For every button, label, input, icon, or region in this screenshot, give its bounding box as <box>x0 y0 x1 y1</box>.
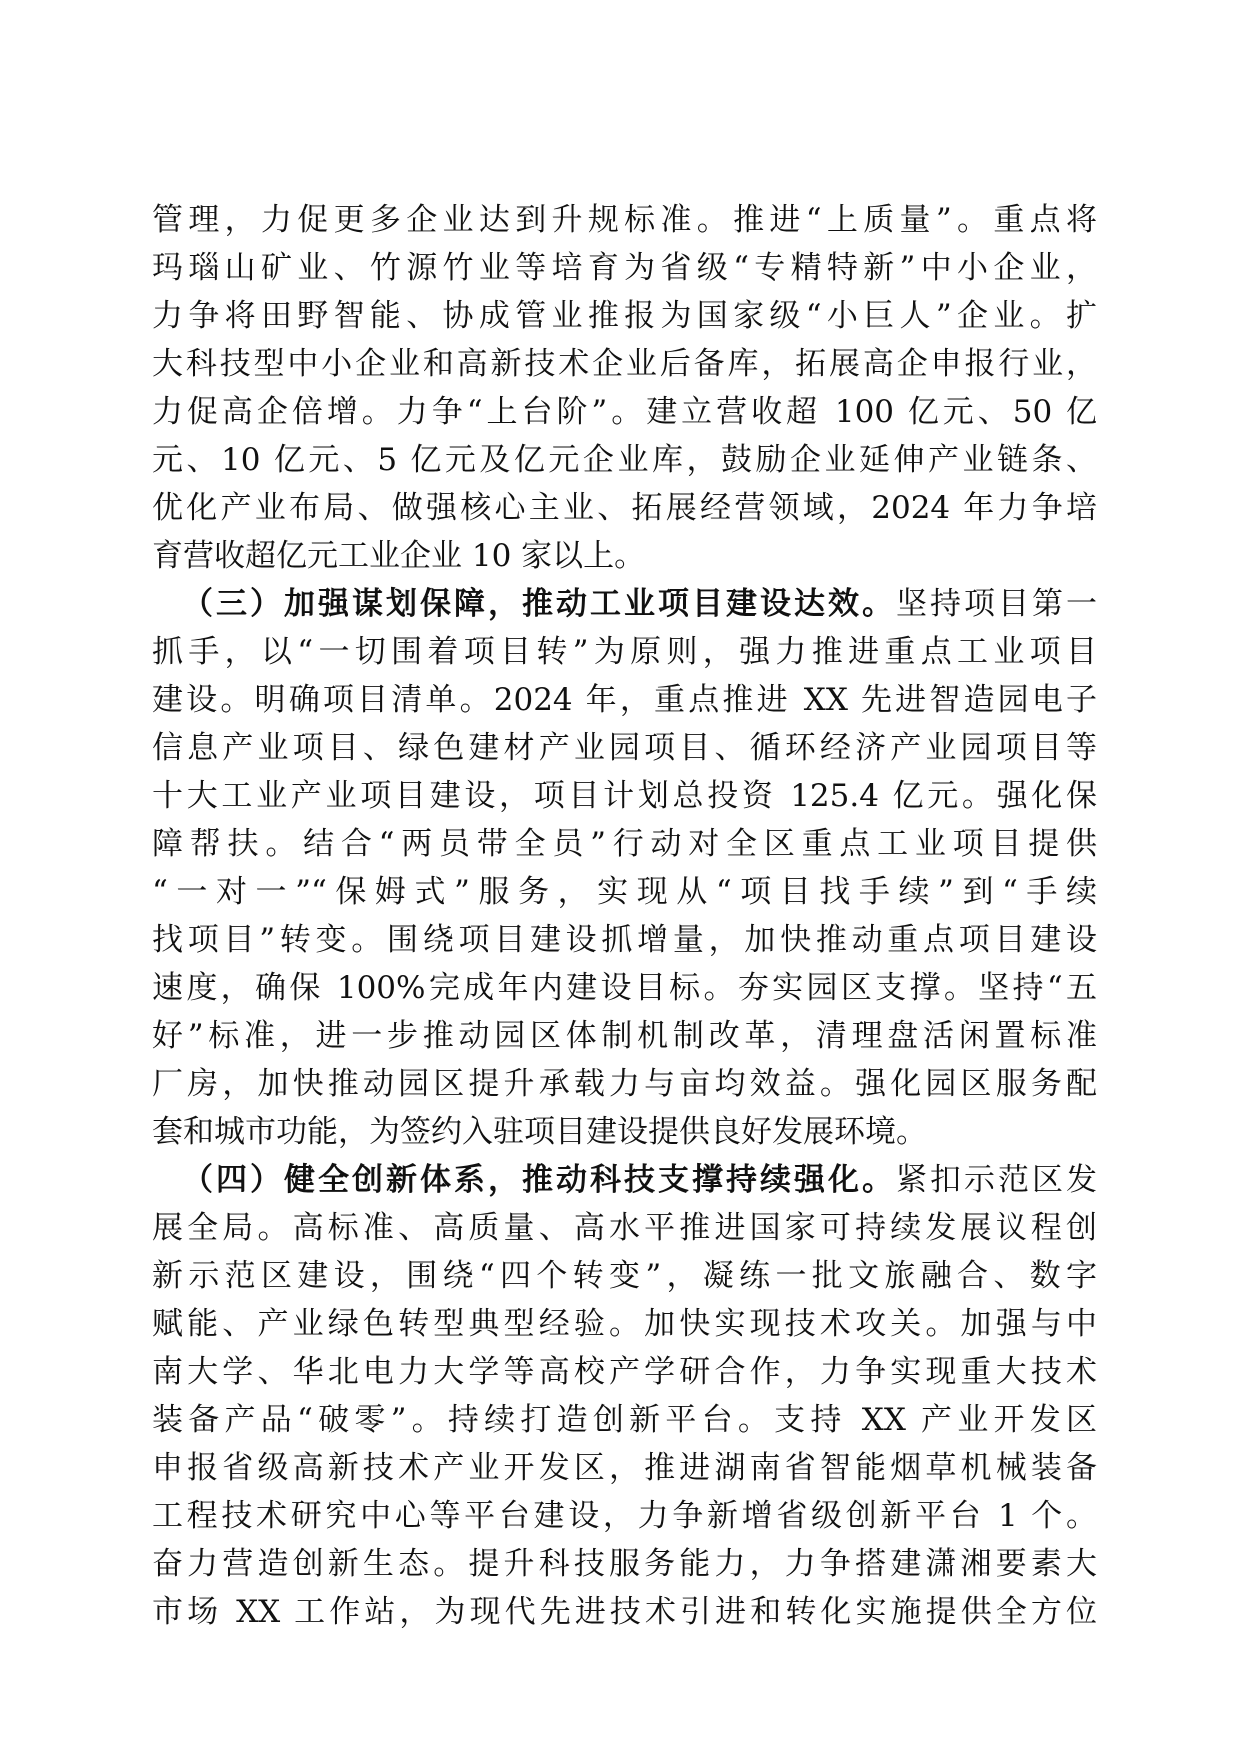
text-line <box>152 1060 1097 1108</box>
text-line <box>152 1252 1097 1300</box>
text-run: 障帮扶。结合“两员带全员”行动对全区重点工业项目提供 <box>152 826 1097 862</box>
text-line <box>152 1444 1097 1492</box>
section-heading-line <box>152 1156 1097 1204</box>
text-line <box>152 1492 1097 1540</box>
text-line <box>152 676 1097 724</box>
text-line <box>152 196 1097 244</box>
text-run: 装备产品“破零”。持续打造创新平台。支持 XX 产业开发区 <box>152 1402 1097 1438</box>
text-run: 展全局。高标准、高质量、高水平推进国家可持续发展议程创 <box>152 1210 1097 1246</box>
text-run: 新示范区建设，围绕“四个转变”，凝练一批文旅融合、数字 <box>152 1258 1097 1294</box>
text-line <box>152 916 1097 964</box>
text-line <box>152 1540 1097 1588</box>
text-line <box>152 820 1097 868</box>
text-run: 十大工业产业项目建设，项目计划总投资 125.4 亿元。强化保 <box>152 778 1097 814</box>
paragraph-2 <box>152 580 1097 1156</box>
text-run: 力促高企倍增。力争“上台阶”。建立营收超 100 亿元、50 亿 <box>152 394 1097 430</box>
text-run: 元、10 亿元、5 亿元及亿元企业库，鼓励企业延伸产业链条、 <box>152 442 1097 478</box>
text-run: 优化产业布局、做强核心主业、拓展经营领域，2024 年力争培 <box>152 490 1097 526</box>
text-line <box>152 1204 1097 1252</box>
text-line <box>152 1348 1097 1396</box>
paragraph-1 <box>152 196 1097 580</box>
text-run: 厂房，加快推动园区提升承载力与亩均效益。强化园区服务配 <box>152 1066 1097 1102</box>
text-line <box>152 388 1097 436</box>
text-run: 好”标准，进一步推动园区体制机制改革，清理盘活闲置标准 <box>152 1018 1097 1054</box>
text-run: 力争将田野智能、协成管业推报为国家级“小巨人”企业。扩 <box>152 298 1097 334</box>
text-run: 信息产业项目、绿色建材产业园项目、循环经济产业园项目等 <box>152 730 1097 766</box>
text-line <box>152 484 1097 532</box>
text-line <box>152 964 1097 1012</box>
text-run: 育营收超亿元工业企业 10 家以上。 <box>152 538 646 574</box>
text-line <box>152 1300 1097 1348</box>
text-run: 套和城市功能，为签约入驻项目建设提供良好发展环境。 <box>152 1114 927 1150</box>
text-line <box>152 436 1097 484</box>
text-run: 建设。明确项目清单。2024 年，重点推进 XX 先进智造园电子 <box>152 682 1097 718</box>
text-run: 赋能、产业绿色转型典型经验。加快实现技术攻关。加强与中 <box>152 1306 1097 1342</box>
text-run: 管理，力促更多企业达到升规标准。推进“上质量”。重点将 <box>152 202 1097 238</box>
text-line <box>152 1588 1097 1636</box>
text-run: 抓手，以“一切围着项目转”为原则，强力推进重点工业项目 <box>152 634 1097 670</box>
text-run: 工程技术研究中心等平台建设，力争新增省级创新平台 1 个。 <box>152 1498 1097 1534</box>
text-line <box>152 868 1097 916</box>
section-heading-3: （三）加强谋划保障，推动工业项目建设达效。 <box>182 586 896 622</box>
text-run: 找项目”转变。围绕项目建设抓增量，加快推动重点项目建设 <box>152 922 1097 958</box>
text-run: 坚持项目第一 <box>896 586 1097 622</box>
text-line <box>152 532 1097 580</box>
document-body <box>152 196 1097 1636</box>
section-heading-line <box>152 580 1097 628</box>
text-line <box>152 1396 1097 1444</box>
text-run: 紧扣示范区发 <box>896 1162 1097 1198</box>
text-line <box>152 244 1097 292</box>
text-run: 南大学、华北电力大学等高校产学研合作，力争实现重大技术 <box>152 1354 1097 1390</box>
text-line <box>152 1012 1097 1060</box>
paragraph-3 <box>152 1156 1097 1636</box>
text-run: 奋力营造创新生态。提升科技服务能力，力争搭建潇湘要素大 <box>152 1546 1097 1582</box>
text-run: “一对一”“保姆式”服务，实现从“项目找手续”到“手续 <box>152 874 1097 910</box>
text-run: 市场 XX 工作站，为现代先进技术引进和转化实施提供全方位 <box>152 1594 1097 1630</box>
text-line <box>152 628 1097 676</box>
text-run: 大科技型中小企业和高新技术企业后备库，拓展高企申报行业， <box>152 346 1097 382</box>
text-line <box>152 724 1097 772</box>
text-line <box>152 292 1097 340</box>
text-run: 玛瑙山矿业、竹源竹业等培育为省级“专精特新”中小企业， <box>152 250 1097 286</box>
text-line <box>152 340 1097 388</box>
section-heading-4: （四）健全创新体系，推动科技支撑持续强化。 <box>182 1162 896 1198</box>
text-line <box>152 1108 1097 1156</box>
text-run: 申报省级高新技术产业开发区，推进湖南省智能烟草机械装备 <box>152 1450 1097 1486</box>
text-line <box>152 772 1097 820</box>
text-run: 速度，确保 100%完成年内建设目标。夯实园区支撑。坚持“五 <box>152 970 1097 1006</box>
